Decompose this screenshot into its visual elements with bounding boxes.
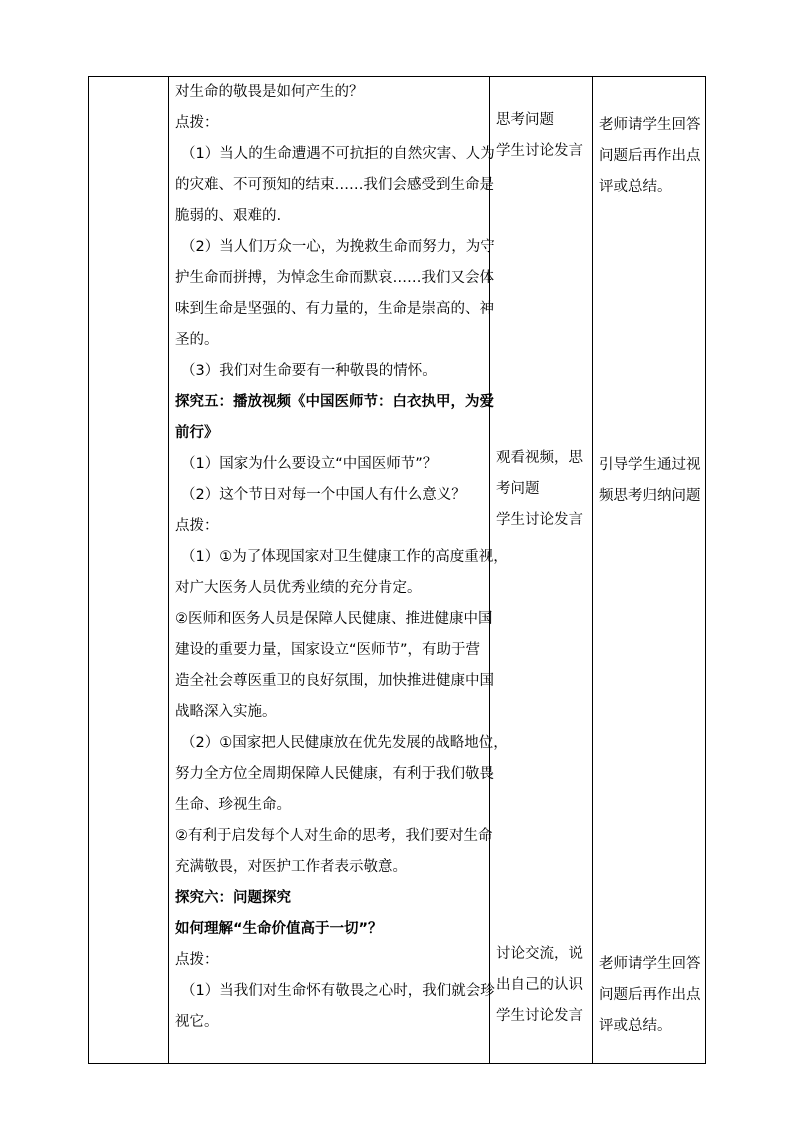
content-line: 充满敬畏，对医护工作者表示敬意。 bbox=[175, 859, 407, 875]
teacher-activity-block-line: 问题后再作出点 bbox=[599, 148, 701, 164]
student-activity-block-line: 学生讨论发言 bbox=[496, 143, 583, 159]
content-line: 的灾难、不可预知的结束……我们会感受到生命是 bbox=[175, 177, 494, 193]
content-line: （1）当我们对生命怀有敬畏之心时，我们就会珍 bbox=[181, 983, 495, 999]
teacher-activity-block bbox=[599, 949, 701, 1042]
content-line: 护生命而拼搏，为悼念生命而默哀……我们又会体 bbox=[175, 270, 494, 286]
teacher-activity-block bbox=[599, 110, 701, 203]
student-activity-block bbox=[496, 105, 583, 167]
teaching-content-cell bbox=[175, 77, 508, 1038]
teacher-activity-block-line: 老师请学生回答 bbox=[599, 956, 701, 972]
content-line: ②有利于启发每个人对生命的思考，我们要对生命 bbox=[175, 828, 493, 844]
content-line: （2）①国家把人民健康放在优先发展的战略地位， bbox=[181, 735, 508, 751]
content-line: （3）我们对生命要有一种敬畏的情怀。 bbox=[181, 363, 437, 379]
teacher-activity-block-line: 问题后再作出点 bbox=[599, 987, 701, 1003]
student-activity-block-line: 讨论交流，说 bbox=[496, 946, 583, 962]
content-line: （2）当人们万众一心，为挽救生命而努力，为守 bbox=[181, 239, 495, 255]
student-activity-block-line: 考问题 bbox=[496, 481, 540, 497]
content-line: ②医师和医务人员是保障人民健康、推进健康中国 bbox=[175, 611, 493, 627]
student-activity-block-line: 学生讨论发言 bbox=[496, 512, 583, 528]
first-column-cell bbox=[89, 77, 168, 1063]
teacher-activity-block bbox=[599, 450, 701, 512]
lesson-table bbox=[88, 76, 706, 1064]
content-line: 点拨： bbox=[175, 115, 219, 131]
content-line: 脆弱的、艰难的. bbox=[175, 208, 282, 224]
student-activity-block-line: 出自己的认识 bbox=[496, 977, 583, 993]
section-heading-line: 探究六：问题探究 bbox=[175, 890, 291, 906]
content-line: 视它。 bbox=[175, 1014, 219, 1030]
teacher-activity-block-line: 评或总结。 bbox=[599, 179, 672, 195]
teacher-activity-block-line: 频思考归纳问题 bbox=[599, 488, 701, 504]
teacher-activity-cell bbox=[599, 77, 705, 1063]
student-activity-block-line: 思考问题 bbox=[496, 112, 554, 128]
content-line: 点拨： bbox=[175, 952, 219, 968]
content-line: 战略深入实施。 bbox=[175, 704, 277, 720]
content-line: 对生命的敬畏是如何产生的？ bbox=[175, 84, 364, 100]
section-heading-line: 如何理解“生命价值高于一切”？ bbox=[175, 921, 383, 937]
column-divider bbox=[592, 77, 593, 1063]
content-line: 对广大医务人员优秀业绩的充分肯定。 bbox=[175, 580, 422, 596]
content-line: 点拨： bbox=[175, 518, 219, 534]
teacher-activity-block-line: 引导学生通过视 bbox=[599, 457, 701, 473]
section-heading-line: 前行》 bbox=[175, 425, 219, 441]
content-line: （1）国家为什么要设立“中国医师节”？ bbox=[181, 456, 438, 472]
content-line: （2）这个节日对每一个中国人有什么意义？ bbox=[181, 487, 466, 503]
content-line: 建设的重要力量，国家设立“医师节”，有助于营 bbox=[175, 642, 481, 658]
content-line: （1）当人的生命遭遇不可抗拒的自然灾害、人为 bbox=[181, 146, 495, 162]
teacher-activity-block-line: 老师请学生回答 bbox=[599, 117, 701, 133]
student-activity-block bbox=[496, 443, 583, 536]
content-line: 圣的。 bbox=[175, 332, 219, 348]
content-line: （1）①为了体现国家对卫生健康工作的高度重视， bbox=[181, 549, 508, 565]
student-activity-cell bbox=[496, 77, 590, 1063]
content-line: 努力全方位全周期保障人民健康，有利于我们敬畏 bbox=[175, 766, 494, 782]
content-line: 味到生命是坚强的、有力量的，生命是崇高的、神 bbox=[175, 301, 494, 317]
content-line: 造全社会尊医重卫的良好氛围，加快推进健康中国 bbox=[175, 673, 494, 689]
student-activity-block-line: 学生讨论发言 bbox=[496, 1008, 583, 1024]
student-activity-block bbox=[496, 939, 583, 1032]
student-activity-block-line: 观看视频，思 bbox=[496, 450, 583, 466]
content-line: 生命、珍视生命。 bbox=[175, 797, 291, 813]
column-divider bbox=[168, 77, 169, 1063]
teacher-activity-block-line: 评或总结。 bbox=[599, 1018, 672, 1034]
section-heading-line: 探究五：播放视频《中国医师节：白衣执甲，为爱 bbox=[175, 394, 494, 410]
